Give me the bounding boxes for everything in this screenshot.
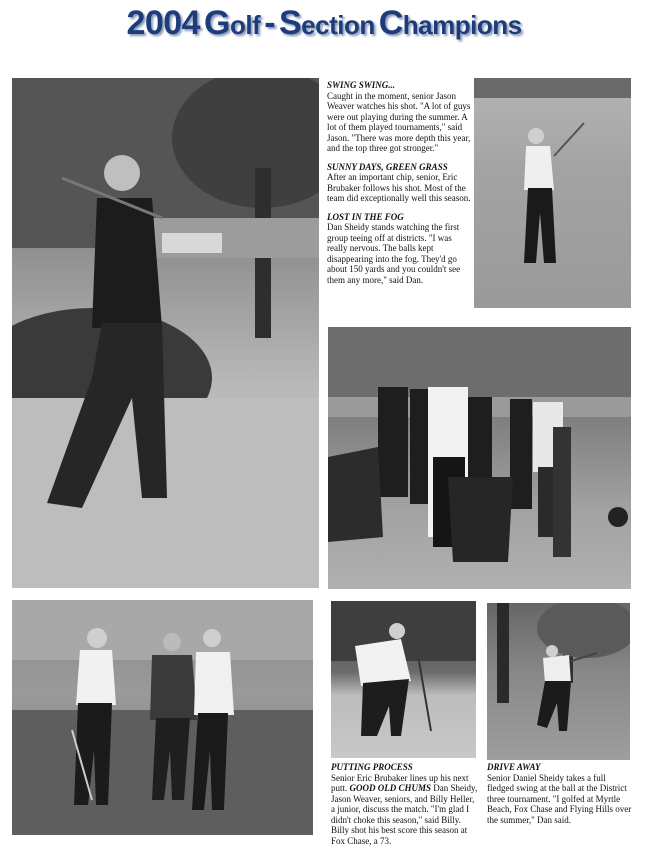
photo-team-fog [328,327,631,589]
photo-good-old-chums [12,600,313,835]
caption-putting-block [331,762,479,846]
caption-putting-head: PUTTING PROCESS [331,762,413,772]
page-title [0,4,648,43]
title-golf-initial: G [204,4,230,42]
photo-golfer-swing [12,78,319,588]
caption-drive-body: Senior Daniel Sheidy takes a full fledged swing at the ball at the District three tournament. "I golfed at Myrtle Beach, Fox Chase and Flying Hills over the summer," Dan said. [487,772,632,825]
title-section-rest: ection [301,10,375,40]
caption-swing-body: Caught in the moment, senior Jason Weaver watches his shot. "A lot of guys were out playing during the summer. A lot of them played tournaments," said Jason. "There was more depth this year, and the top three got stronger." [327,90,471,153]
caption-drive-head: DRIVE AWAY [487,762,541,772]
caption-fog-head: LOST IN THE FOG [327,211,404,222]
title-section-initial: S [278,4,302,42]
caption-sunny-head: SUNNY DAYS, GREEN GRASS [327,161,448,172]
caption-column-top [327,80,472,285]
caption-chums-body: Dan Sheidy, Jason Weaver, seniors, and Billy Heller, a junior, discuss the match. "I'm glad I didn't choke this season," said Billy. Billy shot his best score this season at Fox Chase, a 73. [331,783,478,846]
caption-drive-block [487,762,632,825]
title-champions-rest: hampions [402,10,522,40]
photo-putting-process [331,601,476,758]
title-champions-initial: C [378,4,403,42]
caption-fog-body: Dan Sheidy stands watching the first group teeing off at districts. "I was really nervous. The balls kept disappearing into the fog. They'd go about 150 yards and you couldn't see them any more," said Dan. [327,222,461,285]
title-golf-rest: olf [229,10,261,40]
photo-golfer-chip [474,78,631,308]
photo-drive-away [487,603,630,760]
title-year: 2004 [126,4,201,42]
title-dash: - [264,4,276,42]
caption-swing-head: SWING SWING... [327,80,396,90]
caption-sunny-body: After an important chip, senior, Eric Brubaker follows his shot. Most of the team did exceptionally well this season. [327,172,471,203]
caption-putting-body: Senior Eric Brubaker lines up his next putt. [331,772,469,793]
caption-chums-head: GOOD OLD CHUMS [349,783,432,793]
